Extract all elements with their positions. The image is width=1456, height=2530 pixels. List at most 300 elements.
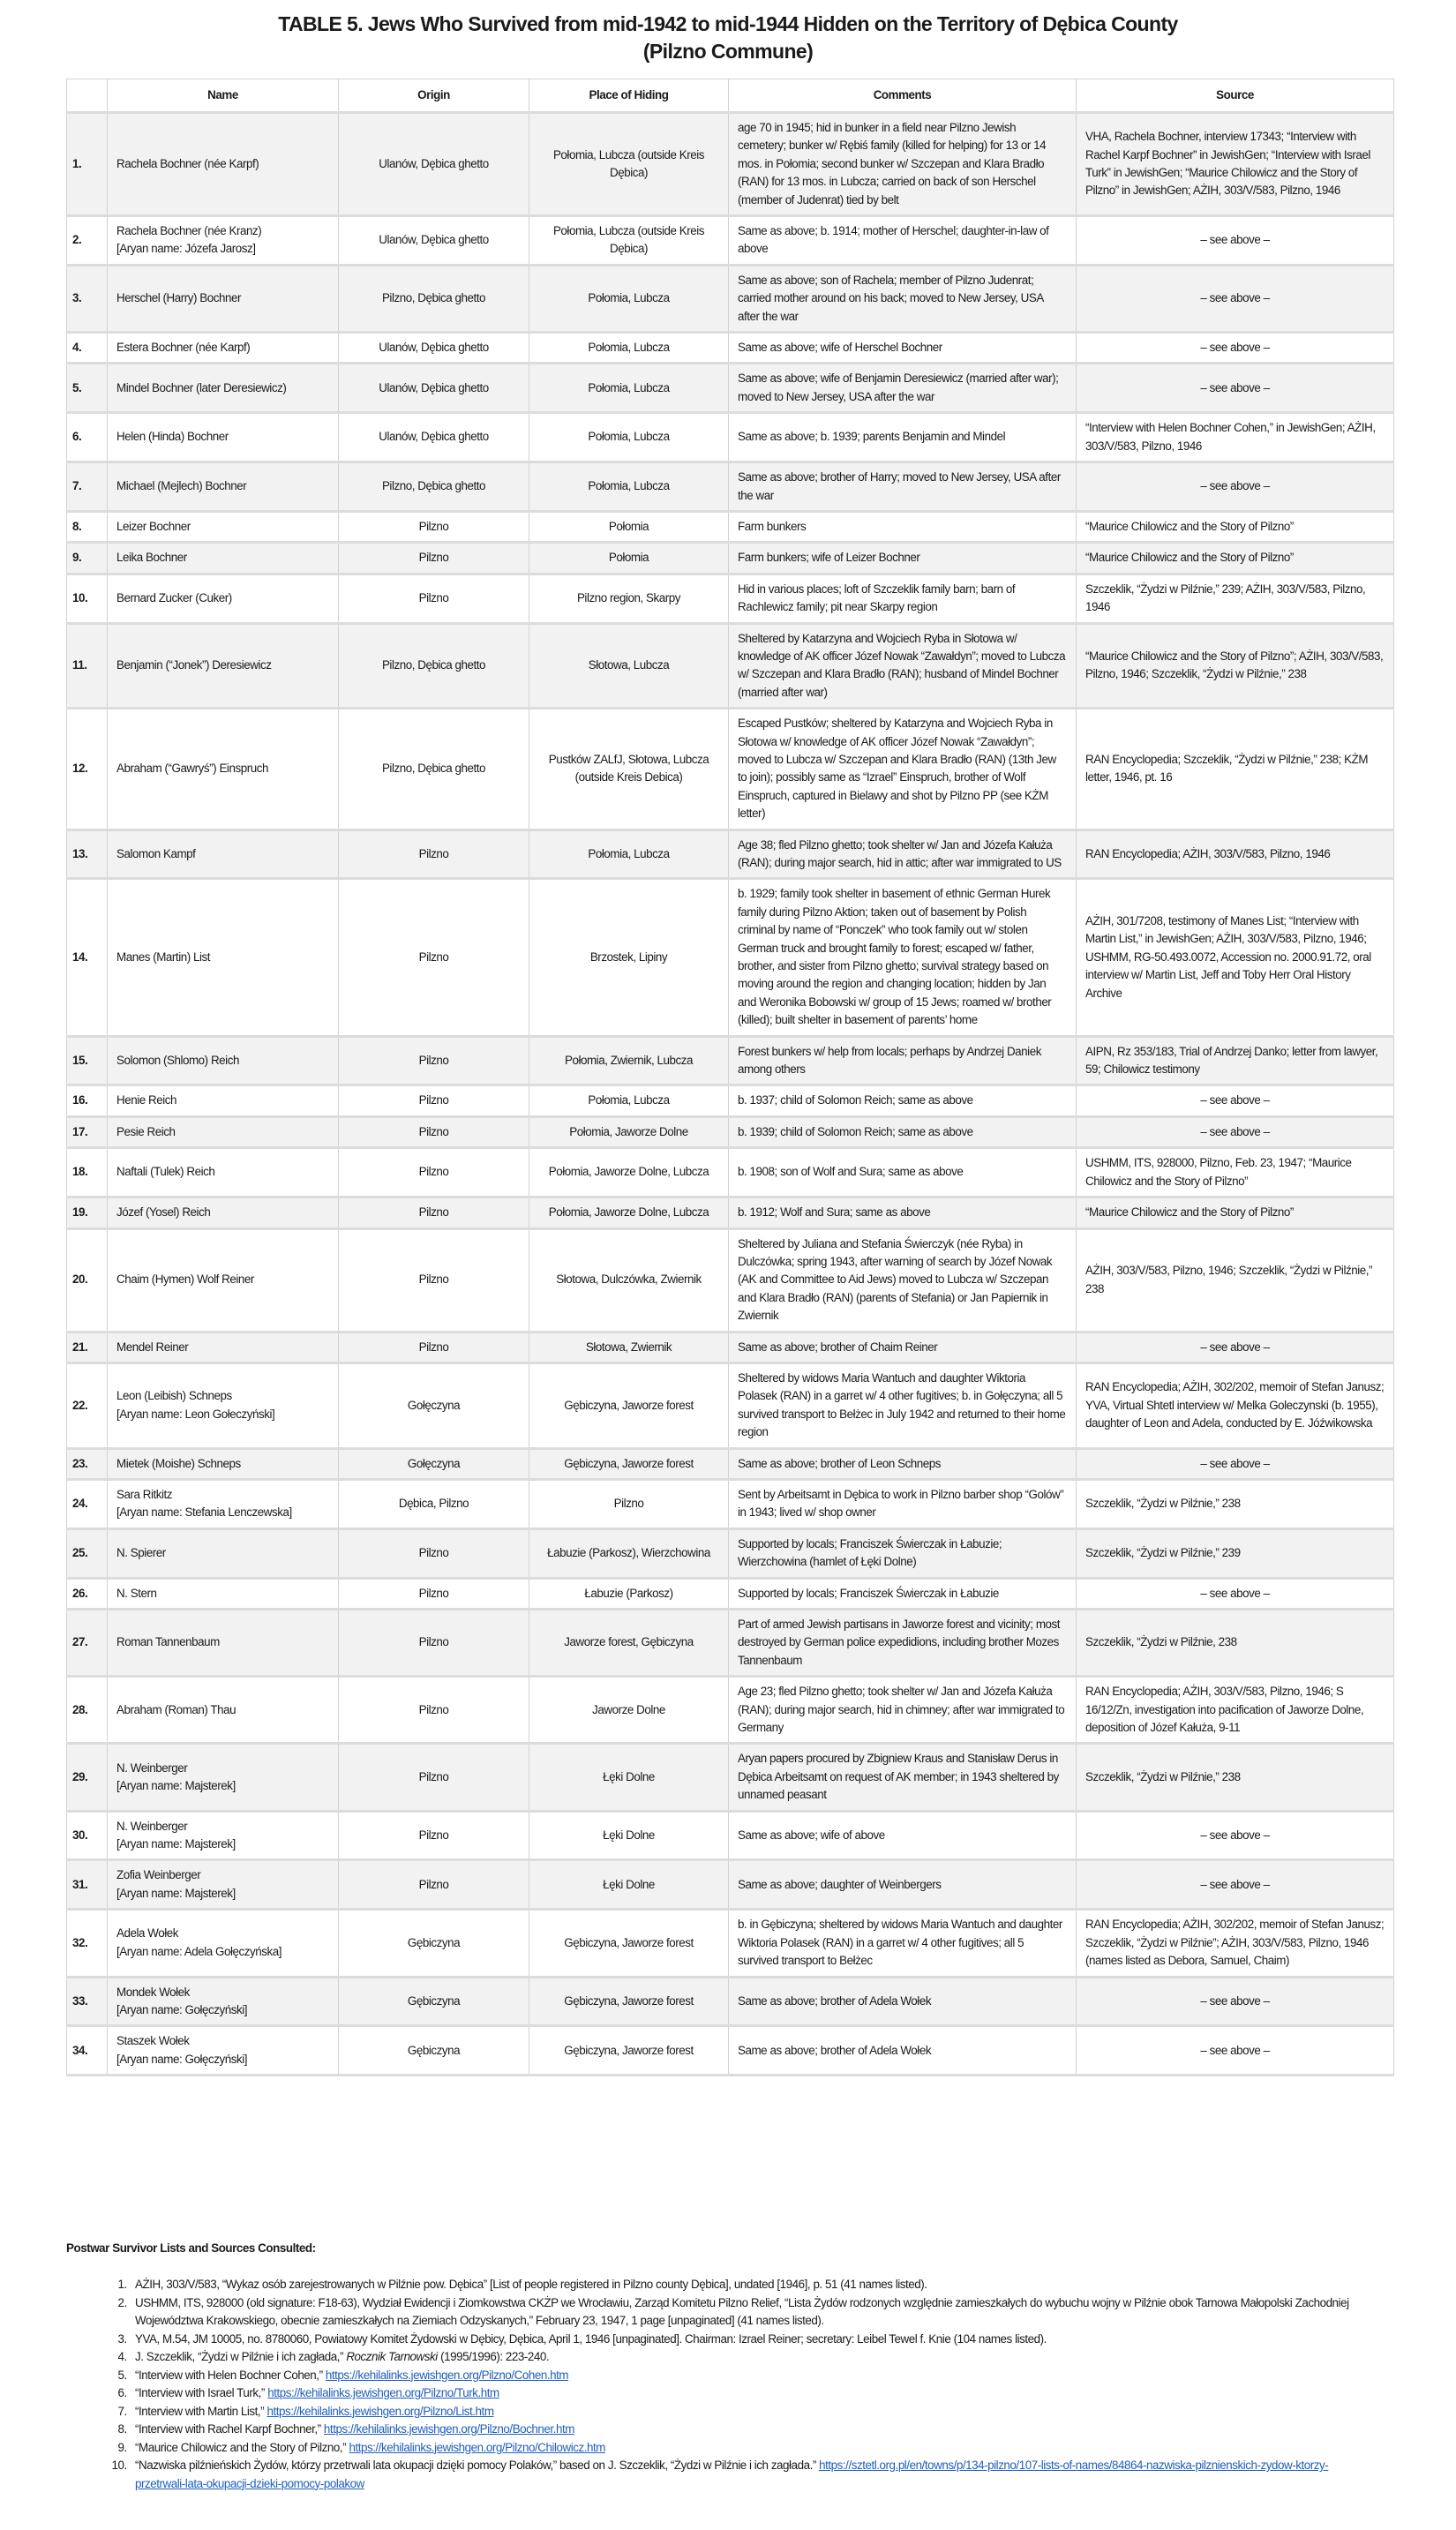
cell-origin: Pilzno xyxy=(339,1036,529,1085)
row-number: 29. xyxy=(67,1744,108,1811)
row-number: 7. xyxy=(67,462,108,512)
cell-comments: b. 1937; child of Solomon Reich; same as above xyxy=(729,1085,1077,1116)
source-journal-title: Rocznik Tarnowski xyxy=(346,2350,438,2363)
source-text: “Interview with Helen Bochner Cohen,” xyxy=(135,2368,326,2382)
cell-source: Szczeklik, “Żydzi w Pilźnie,” 238 xyxy=(1077,1479,1394,1528)
cell-source: RAN Encyclopedia; AŻIH, 302/202, memoir of Stefan Janusz; YVA, Virtual Shtetl interview w/ Melka Goleczynski (b. 1955), daughter of Leon and Adela, conducted by E. Jóźwikowska xyxy=(1077,1363,1394,1448)
header-source: Source xyxy=(1077,79,1394,113)
cell-name xyxy=(108,462,339,512)
source-text: USHMM, ITS, 928000 (old signature: F18-63), Wydział Ewidencji i Ziomkowstwa CKŻP we Wrocławiu, Zarząd Komitetu Pilzno Relief, “Lista Żydów rodzonych względnie zamieszkałych do wybuchu wojny w Pilźnie obok Tarnowa Małopolski Zachodniej Województwa Krakowskiego, obecnie zamieszkałych na Ziemiach Odzyskanych,” February 23, 1947, 1 page [unpaginated] (41 names listed). xyxy=(135,2295,1349,2327)
cell-origin: Pilzno xyxy=(339,1228,529,1332)
cell-name xyxy=(108,1977,339,2026)
row-number: 13. xyxy=(67,830,108,879)
cell-place-of-hiding: Jaworze forest, Gębiczyna xyxy=(529,1610,729,1677)
header-number xyxy=(67,79,108,113)
cell-comments: Same as above; wife of Herschel Bochner xyxy=(729,333,1077,364)
person-name: Mendel Reiner xyxy=(116,1340,189,1354)
person-name: Staszek Wołek xyxy=(116,2034,190,2048)
cell-place-of-hiding: Połomia, Zwiernik, Lubcza xyxy=(529,1036,729,1085)
person-name: Herschel (Harry) Bochner xyxy=(116,291,242,305)
row-number: 8. xyxy=(67,511,108,542)
cell-place-of-hiding: Połomia, Jaworze Dolne, Lubcza xyxy=(529,1197,729,1228)
source-item xyxy=(130,2403,1372,2421)
person-name: Sara Ritkitz xyxy=(116,1487,173,1501)
person-name: N. Spierer xyxy=(116,1545,166,1559)
person-name: Henie Reich xyxy=(116,1093,176,1107)
person-name: Abraham (Roman) Thau xyxy=(116,1702,236,1716)
table-row xyxy=(67,1677,1394,1744)
cell-name xyxy=(108,1811,339,1860)
source-text-after: (1995/1996): 223-240. xyxy=(437,2350,550,2363)
table-row xyxy=(67,1148,1394,1197)
sources-section xyxy=(66,2241,1372,2493)
cell-source: Szczeklik, “Żydzi w Pilźnie,” 238 xyxy=(1077,1744,1394,1811)
cell-source: “Maurice Chilowicz and the Story of Pilzno”; AŻIH, 303/V/583, Pilzno, 1946; Szczeklik, “Żydzi w Pilźnie,” 238 xyxy=(1077,623,1394,709)
cell-name xyxy=(108,265,339,332)
person-name: Solomon (Shlomo) Reich xyxy=(116,1053,239,1067)
table-row xyxy=(67,413,1394,462)
cell-comments: Age 38; fled Pilzno ghetto; took shelter w/ Jan and Józefa Kałuża (RAN); during major search, hid in attic; after war immigrated to US xyxy=(729,830,1077,879)
table-title xyxy=(0,11,1456,65)
table-row xyxy=(67,830,1394,879)
cell-comments: Sent by Arbeitsamt in Dębica to work in Pilzno barber shop “Golów” in 1943; lived w/ shop owner xyxy=(729,1479,1077,1528)
cell-name xyxy=(108,879,339,1036)
cell-origin: Gębiczyna xyxy=(339,2026,529,2076)
table-row xyxy=(67,1228,1394,1332)
table-row xyxy=(67,1363,1394,1448)
cell-comments: Same as above; daughter of Weinbergers xyxy=(729,1860,1077,1910)
source-link[interactable]: https://kehilalinks.jewishgen.org/Pilzno/Bochner.htm xyxy=(323,2422,574,2436)
cell-source: “Maurice Chilowicz and the Story of Pilzno” xyxy=(1077,1197,1394,1228)
source-item xyxy=(130,2421,1372,2439)
person-name: Abraham (“Gawryś”) Einspruch xyxy=(116,762,268,776)
person-name: Mindel Bochner (later Deresiewicz) xyxy=(116,380,287,394)
aryan-name: [Aryan name: Józefa Jarosz] xyxy=(116,242,256,256)
person-name: Helen (Hinda) Bochner xyxy=(116,430,229,444)
source-text: “Interview with Martin List,” xyxy=(135,2404,267,2418)
cell-source: Szczeklik, “Żydzi w Pilźnie, 238 xyxy=(1077,1610,1394,1677)
cell-comments: Farm bunkers; wife of Leizer Bochner xyxy=(729,543,1077,574)
cell-comments: Same as above; b. 1939; parents Benjamin and Mindel xyxy=(729,413,1077,462)
cell-source: – see above – xyxy=(1077,333,1394,364)
source-text: “Nazwiska pilźnieńskich Żydów, którzy przetrwali lata okupacji dzięki pomocy Polaków,” based on J. Szczeklik, “Żydzi w Pilźnie i ich zagłada.” xyxy=(135,2459,820,2472)
person-name: N. Stern xyxy=(116,1586,157,1600)
aryan-name: [Aryan name: Stefania Lenczewska] xyxy=(116,1505,292,1520)
person-name: Józef (Yosel) Reich xyxy=(116,1205,211,1220)
row-number: 19. xyxy=(67,1197,108,1228)
table-row xyxy=(67,265,1394,332)
cell-origin: Pilzno, Dębica ghetto xyxy=(339,709,529,830)
cell-origin: Pilzno xyxy=(339,1578,529,1609)
cell-comments: Escaped Pustków; sheltered by Katarzyna and Wojciech Ryba in Słotowa w/ knowledge of AK officer Józef Nowak “Zawałdyn”; moved to Lubcza w/ Szczepan and Klara Bradło (RAN) (13th Jew to join); possibly same as “Izrael” Einspruch, brother of Wolf Einspruch, captured in Bielawy and shot by Pilzno PP (see KŻM letter) xyxy=(729,709,1077,830)
cell-place-of-hiding: Gębiczyna, Jaworze forest xyxy=(529,2026,729,2076)
aryan-name: [Aryan name: Adela Gołęczyńska] xyxy=(116,1944,282,1958)
cell-source: Szczeklik, “Żydzi w Pilźnie,” 239 xyxy=(1077,1528,1394,1578)
cell-source: – see above – xyxy=(1077,1332,1394,1363)
cell-place-of-hiding: Połomia, Jaworze Dolne xyxy=(529,1116,729,1147)
table-row xyxy=(67,1744,1394,1811)
table-row xyxy=(67,709,1394,830)
cell-place-of-hiding: Słotowa, Zwiernik xyxy=(529,1332,729,1363)
cell-comments: Sheltered by widows Maria Wantuch and daughter Wiktoria Polasek (RAN) in a garret w/ 4 other fugitives; b. in Gołęczyna; all 5 survived transport to Bełżec in July 1942 and returned to their home region xyxy=(729,1363,1077,1448)
source-item xyxy=(130,2384,1372,2403)
table-row xyxy=(67,623,1394,709)
source-text: AŻIH, 303/V/583, “Wykaz osób zarejestrowanych w Pilźnie pow. Dębica” [List of people registered in Pilzno county Dębica], undated [1946], p. 51 (41 names listed). xyxy=(135,2278,927,2291)
cell-origin: Gołęczyna xyxy=(339,1363,529,1448)
row-number: 14. xyxy=(67,879,108,1036)
cell-source: USHMM, ITS, 928000, Pilzno, Feb. 23, 1947; “Maurice Chilowicz and the Story of Pilzno” xyxy=(1077,1148,1394,1197)
person-name: Roman Tannenbaum xyxy=(116,1635,220,1649)
row-number: 27. xyxy=(67,1610,108,1677)
cell-origin: Pilzno xyxy=(339,511,529,542)
aryan-name: [Aryan name: Gołęczyński] xyxy=(116,2002,248,2016)
cell-comments: Same as above; wife of Benjamin Deresiewicz (married after war); moved to New Jersey, USA after the war xyxy=(729,364,1077,413)
source-text: YVA, M.54, JM 10005, no. 8780060, Powiatowy Komitet Żydowski w Dębicy, Dębica, April 1, 1946 [unpaginated]. Chairman: Izrael Reiner; secretary: Leibel Tewel f. Knie (104 names listed). xyxy=(135,2331,1047,2346)
cell-origin: Gołęczyna xyxy=(339,1448,529,1479)
cell-comments: b. 1939; child of Solomon Reich; same as above xyxy=(729,1116,1077,1147)
source-link[interactable]: https://kehilalinks.jewishgen.org/Pilzno/Turk.htm xyxy=(267,2386,499,2399)
cell-origin: Pilzno xyxy=(339,1811,529,1860)
person-name: Mietek (Moishe) Schneps xyxy=(116,1456,241,1470)
source-text: “Interview with Rachel Karpf Bochner,” xyxy=(135,2422,324,2436)
cell-name xyxy=(108,1910,339,1977)
cell-source: – see above – xyxy=(1077,1085,1394,1116)
table-row xyxy=(67,511,1394,542)
cell-source: – see above – xyxy=(1077,1448,1394,1479)
cell-place-of-hiding: Pustków ZALfJ, Słotowa, Lubcza (outside Kreis Debica) xyxy=(529,709,729,830)
cell-source: “Maurice Chilowicz and the Story of Pilzno” xyxy=(1077,543,1394,574)
cell-place-of-hiding: Brzostek, Lipiny xyxy=(529,879,729,1036)
cell-place-of-hiding: Połomia, Lubcza xyxy=(529,364,729,413)
cell-comments: Sheltered by Katarzyna and Wojciech Ryba in Słotowa w/ knowledge of AK officer Józef Nowak “Zawałdyn”; moved to Lubcza w/ Szczepan and Klara Bradło (RAN); husband of Mindel Bochner (married after war) xyxy=(729,623,1077,709)
header-place-of-hiding: Place of Hiding xyxy=(529,79,729,113)
row-number: 17. xyxy=(67,1116,108,1147)
header-comments: Comments xyxy=(729,79,1077,113)
row-number: 5. xyxy=(67,364,108,413)
cell-comments: Forest bunkers w/ help from locals; perhaps by Andrzej Daniek among others xyxy=(729,1036,1077,1085)
cell-comments: Supported by locals; Franciszek Świerczak in Łabuzie; Wierzchowina (hamlet of Łęki Dolne) xyxy=(729,1528,1077,1578)
cell-source: – see above – xyxy=(1077,2026,1394,2076)
row-number: 24. xyxy=(67,1479,108,1528)
cell-origin: Pilzno, Dębica ghetto xyxy=(339,265,529,332)
source-text: “Interview with Israel Turk,” xyxy=(135,2386,268,2399)
source-link[interactable]: https://kehilalinks.jewishgen.org/Pilzno/Cohen.htm xyxy=(325,2368,569,2382)
person-name: Zofia Weinberger xyxy=(116,1868,201,1882)
cell-source: VHA, Rachela Bochner, interview 17343; “Interview with Rachel Karpf Bochner” in JewishGen; “Interview with Israel Turk” in JewishGen; “Maurice Chilowicz and the Story of Pilzno” in JewishGen; AŻIH, 303/V/583, Pilzno, 1946 xyxy=(1077,113,1394,216)
person-name: Rachela Bochner (née Kranz) xyxy=(116,224,262,238)
cell-origin: Ulanów, Dębica ghetto xyxy=(339,113,529,216)
cell-name xyxy=(108,709,339,830)
cell-origin: Pilzno xyxy=(339,543,529,574)
table-body xyxy=(67,113,1394,2076)
person-name: Leon (Leibish) Schneps xyxy=(116,1389,232,1403)
cell-source: – see above – xyxy=(1077,462,1394,512)
row-number: 15. xyxy=(67,1036,108,1085)
cell-name xyxy=(108,216,339,266)
cell-source: RAN Encyclopedia; AŻIH, 302/202, memoir of Stefan Janusz; Szczeklik, “Żydzi w Pilźnie”; AŻIH, 303/V/583, Pilzno, 1946 (names listed as Debora, Samuel, Chaim) xyxy=(1077,1910,1394,1977)
cell-place-of-hiding: Połomia, Lubcza (outside Kreis Dębica) xyxy=(529,113,729,216)
cell-place-of-hiding: Łęki Dolne xyxy=(529,1860,729,1910)
row-number: 16. xyxy=(67,1085,108,1116)
person-name: Leika Bochner xyxy=(116,551,187,565)
person-name: Michael (Mejlech) Bochner xyxy=(116,479,247,493)
cell-comments: Same as above; son of Rachela; member of Pilzno Judenrat; carried mother around on his back; moved to New Jersey, USA after the war xyxy=(729,265,1077,332)
cell-origin: Gębiczyna xyxy=(339,1910,529,1977)
cell-name xyxy=(108,1148,339,1197)
source-item xyxy=(130,2439,1372,2458)
cell-comments: Hid in various places; loft of Szczeklik family barn; barn of Rachlewicz family; pit near Skarpy region xyxy=(729,574,1077,623)
cell-name xyxy=(108,1677,339,1744)
sources-heading: Postwar Survivor Lists and Sources Consulted: xyxy=(66,2241,316,2255)
cell-name xyxy=(108,511,339,542)
cell-name xyxy=(108,1860,339,1910)
cell-place-of-hiding: Połomia, Lubcza xyxy=(529,830,729,879)
title-line-1: TABLE 5. Jews Who Survived from mid-1942 to mid-1944 Hidden on the Territory of Dębica County xyxy=(278,12,1178,35)
cell-place-of-hiding: Połomia, Lubcza (outside Kreis Dębica) xyxy=(529,216,729,266)
cell-source: RAN Encyclopedia; AŻIH, 303/V/583, Pilzno, 1946; S 16/12/Zn, investigation into pacification of Jaworze Dolne, deposition of Józef Kałuża, 9-11 xyxy=(1077,1677,1394,1744)
row-number: 20. xyxy=(67,1228,108,1332)
cell-origin: Pilzno xyxy=(339,574,529,623)
cell-place-of-hiding: Łabuzie (Parkosz) xyxy=(529,1578,729,1609)
person-name: Salomon Kampf xyxy=(116,846,196,860)
row-number: 22. xyxy=(67,1363,108,1448)
cell-place-of-hiding: Gębiczyna, Jaworze forest xyxy=(529,1910,729,1977)
cell-name xyxy=(108,1085,339,1116)
cell-place-of-hiding: Połomia, Lubcza xyxy=(529,413,729,462)
aryan-name: [Aryan name: Leon Gołeczyński] xyxy=(116,1407,275,1421)
person-name: Chaim (Hymen) Wolf Reiner xyxy=(116,1273,254,1287)
row-number: 11. xyxy=(67,623,108,709)
cell-place-of-hiding: Łęki Dolne xyxy=(529,1811,729,1860)
person-name: Leizer Bochner xyxy=(116,519,191,533)
person-name: Mondek Wołek xyxy=(116,1985,190,1999)
cell-source: – see above – xyxy=(1077,1116,1394,1147)
cell-comments: Aryan papers procured by Zbigniew Kraus and Stanisław Derus in Dębica Arbeitsamt on request of AK member; in 1943 sheltered by unnamed peasant xyxy=(729,1744,1077,1811)
cell-comments: Same as above; wife of above xyxy=(729,1811,1077,1860)
row-number: 26. xyxy=(67,1578,108,1609)
cell-origin: Pilzno, Dębica ghetto xyxy=(339,623,529,709)
cell-place-of-hiding: Pilzno xyxy=(529,1479,729,1528)
row-number: 30. xyxy=(67,1811,108,1860)
cell-comments: Age 23; fled Pilzno ghetto; took shelter w/ Jan and Józefa Kałuża (RAN); during major search, hid in chimney; after war immigrated to Germany xyxy=(729,1677,1077,1744)
person-name: Adela Wołek xyxy=(116,1926,178,1941)
cell-comments: b. in Gębiczyna; sheltered by widows Maria Wantuch and daughter Wiktoria Polasek (RAN) in a garret w/ 4 other fugitives; all 5 survived transport to Bełżec xyxy=(729,1910,1077,1977)
title-line-2: (Pilzno Commune) xyxy=(642,40,814,63)
cell-source: RAN Encyclopedia; Szczeklik, “Żydzi w Pilźnie,” 238; KŻM letter, 1946, pt. 16 xyxy=(1077,709,1394,830)
cell-comments: Part of armed Jewish partisans in Jaworze forest and vicinity; most destroyed by German police expedidions, including brother Mozes Tannenbaum xyxy=(729,1610,1077,1677)
aryan-name: [Aryan name: Majsterek] xyxy=(116,1886,236,1900)
person-name: N. Weinberger xyxy=(116,1760,188,1775)
cell-place-of-hiding: Łęki Dolne xyxy=(529,1744,729,1811)
row-number: 1. xyxy=(67,113,108,216)
cell-place-of-hiding: Połomia xyxy=(529,511,729,542)
cell-source: – see above – xyxy=(1077,1977,1394,2026)
cell-source: – see above – xyxy=(1077,216,1394,266)
cell-place-of-hiding: Łabuzie (Parkosz), Wierzchowina xyxy=(529,1528,729,1578)
person-name: Benjamin (“Jonek”) Deresiewicz xyxy=(116,658,272,672)
person-name: Bernard Zucker (Cuker) xyxy=(116,590,232,604)
table-row xyxy=(67,1860,1394,1910)
cell-name xyxy=(108,1479,339,1528)
cell-origin: Ulanów, Dębica ghetto xyxy=(339,333,529,364)
cell-source: – see above – xyxy=(1077,1578,1394,1609)
table-row xyxy=(67,364,1394,413)
row-number: 21. xyxy=(67,1332,108,1363)
source-item xyxy=(130,2294,1372,2331)
table-row xyxy=(67,1116,1394,1147)
table-row xyxy=(67,1610,1394,1677)
row-number: 6. xyxy=(67,413,108,462)
row-number: 25. xyxy=(67,1528,108,1578)
table-header-row xyxy=(67,79,1394,113)
cell-name xyxy=(108,1610,339,1677)
cell-source: Szczeklik, “Żydzi w Pilźnie,” 239; AŻIH, 303/V/583, Pilzno, 1946 xyxy=(1077,574,1394,623)
table-row xyxy=(67,543,1394,574)
cell-name xyxy=(108,364,339,413)
row-number: 4. xyxy=(67,333,108,364)
source-item xyxy=(130,2457,1372,2493)
cell-comments: Same as above; brother of Leon Schneps xyxy=(729,1448,1077,1479)
cell-comments: b. 1908; son of Wolf and Sura; same as above xyxy=(729,1148,1077,1197)
cell-comments: age 70 in 1945; hid in bunker in a field near Pilzno Jewish cemetery; bunker w/ Rębiś family (killed for helping) for 13 or 14 mos. in Połomia; second bunker w/ Szczepan and Klara Bradło (RAN) for 13 mos. in Lubcza; carried on back of son Herschel (member of Judenrat) tied by belt xyxy=(729,113,1077,216)
row-number: 12. xyxy=(67,709,108,830)
source-item xyxy=(130,2348,1372,2367)
table-row xyxy=(67,462,1394,512)
person-name: Naftali (Tulek) Reich xyxy=(116,1165,215,1179)
cell-source: RAN Encyclopedia; AŻIH, 303/V/583, Pilzno, 1946 xyxy=(1077,830,1394,879)
cell-origin: Pilzno xyxy=(339,1148,529,1197)
cell-place-of-hiding: Połomia, Jaworze Dolne, Lubcza xyxy=(529,1148,729,1197)
person-name: Rachela Bochner (née Karpf) xyxy=(116,156,259,170)
cell-source: AŻIH, 301/7208, testimony of Manes List; “Interview with Martin List,” in JewishGen; AŻIH, 303/V/583, Pilzno, 1946; USHMM, RG-50.493.0072, Accession no. 2000.91.72, oral interview w/ Martin List, Jeff and Toby Herr Oral History Archive xyxy=(1077,879,1394,1036)
aryan-name: [Aryan name: Majsterek] xyxy=(116,1779,236,1793)
header-origin: Origin xyxy=(339,79,529,113)
table-row xyxy=(67,1578,1394,1609)
cell-source: “Maurice Chilowicz and the Story of Pilzno” xyxy=(1077,511,1394,542)
table-row xyxy=(67,1085,1394,1116)
cell-place-of-hiding: Gębiczyna, Jaworze forest xyxy=(529,1448,729,1479)
cell-place-of-hiding: Gębiczyna, Jaworze forest xyxy=(529,1977,729,2026)
cell-place-of-hiding: Połomia, Lubcza xyxy=(529,1085,729,1116)
cell-source: “Interview with Helen Bochner Cohen,” in JewishGen; AŻIH, 303/V/583, Pilzno, 1946 xyxy=(1077,413,1394,462)
cell-place-of-hiding: Połomia, Lubcza xyxy=(529,462,729,512)
table-row xyxy=(67,1479,1394,1528)
cell-name xyxy=(108,333,339,364)
cell-origin: Pilzno xyxy=(339,1197,529,1228)
cell-name xyxy=(108,1036,339,1085)
cell-source: – see above – xyxy=(1077,1860,1394,1910)
row-number: 34. xyxy=(67,2026,108,2076)
table-row xyxy=(67,1910,1394,1977)
cell-name xyxy=(108,2026,339,2076)
survivors-table xyxy=(66,79,1394,2076)
cell-origin: Ulanów, Dębica ghetto xyxy=(339,364,529,413)
cell-place-of-hiding: Połomia, Lubcza xyxy=(529,333,729,364)
survivors-table-container xyxy=(66,79,1393,2076)
table-row xyxy=(67,1197,1394,1228)
cell-name xyxy=(108,1116,339,1147)
source-link[interactable]: https://kehilalinks.jewishgen.org/Pilzno/Chilowicz.htm xyxy=(349,2440,605,2454)
cell-source: – see above – xyxy=(1077,1811,1394,1860)
cell-name xyxy=(108,1197,339,1228)
cell-origin: Pilzno, Dębica ghetto xyxy=(339,462,529,512)
cell-origin: Pilzno xyxy=(339,1677,529,1744)
row-number: 18. xyxy=(67,1148,108,1197)
cell-name xyxy=(108,830,339,879)
source-text: “Maurice Chilowicz and the Story of Pilzno,” xyxy=(135,2440,349,2454)
person-name: Manes (Martin) List xyxy=(116,950,211,964)
row-number: 23. xyxy=(67,1448,108,1479)
cell-place-of-hiding: Słotowa, Lubcza xyxy=(529,623,729,709)
cell-origin: Ulanów, Dębica ghetto xyxy=(339,216,529,266)
cell-source: AIPN, Rz 353/183, Trial of Andrzej Danko; letter from lawyer, 59; Chilowicz testimony xyxy=(1077,1036,1394,1085)
row-number: 2. xyxy=(67,216,108,266)
cell-place-of-hiding: Gębiczyna, Jaworze forest xyxy=(529,1363,729,1448)
cell-origin: Pilzno xyxy=(339,879,529,1036)
cell-origin: Pilzno xyxy=(339,1085,529,1116)
table-row xyxy=(67,2026,1394,2076)
cell-origin: Ulanów, Dębica ghetto xyxy=(339,413,529,462)
row-number: 32. xyxy=(67,1910,108,1977)
cell-name xyxy=(108,1448,339,1479)
cell-comments: Farm bunkers xyxy=(729,511,1077,542)
table-row xyxy=(67,1811,1394,1860)
cell-name xyxy=(108,413,339,462)
table-row xyxy=(67,1528,1394,1578)
cell-origin: Gębiczyna xyxy=(339,1977,529,2026)
row-number: 28. xyxy=(67,1677,108,1744)
cell-origin: Pilzno xyxy=(339,1116,529,1147)
source-item xyxy=(130,2331,1372,2349)
source-link[interactable]: https://kehilalinks.jewishgen.org/Pilzno/List.htm xyxy=(266,2404,494,2418)
cell-comments: Sheltered by Juliana and Stefania Świerczyk (née Ryba) in Dulczówka; spring 1943, after warning of search by Józef Nowak (AK and Committee to Aid Jews) moved to Lubcza w/ Szczepan and Klara Bradło (RAN) (parents of Stefania) or Jan Papiernik in Zwiernik xyxy=(729,1228,1077,1332)
cell-name xyxy=(108,1578,339,1609)
cell-source: AŻIH, 303/V/583, Pilzno, 1946; Szczeklik, “Żydzi w Pilźnie,” 238 xyxy=(1077,1228,1394,1332)
cell-comments: b. 1912; Wolf and Sura; same as above xyxy=(729,1197,1077,1228)
person-name: Estera Bochner (née Karpf) xyxy=(116,341,251,355)
cell-name xyxy=(108,543,339,574)
cell-origin: Pilzno xyxy=(339,1610,529,1677)
cell-origin: Pilzno xyxy=(339,1332,529,1363)
row-number: 33. xyxy=(67,1977,108,2026)
cell-place-of-hiding: Połomia, Lubcza xyxy=(529,265,729,332)
cell-origin: Dębica, Pilzno xyxy=(339,1479,529,1528)
cell-name xyxy=(108,1744,339,1811)
aryan-name: [Aryan name: Gołęczyński] xyxy=(116,2052,248,2066)
cell-name xyxy=(108,1528,339,1578)
cell-source: – see above – xyxy=(1077,364,1394,413)
cell-place-of-hiding: Słotowa, Dulczówka, Zwiernik xyxy=(529,1228,729,1332)
cell-origin: Pilzno xyxy=(339,1528,529,1578)
table-row xyxy=(67,574,1394,623)
cell-place-of-hiding: Pilzno region, Skarpy xyxy=(529,574,729,623)
cell-comments: Same as above; brother of Adela Wołek xyxy=(729,1977,1077,2026)
cell-place-of-hiding: Połomia xyxy=(529,543,729,574)
table-row xyxy=(67,1332,1394,1363)
cell-name xyxy=(108,1363,339,1448)
sources-list xyxy=(66,2276,1372,2493)
cell-origin: Pilzno xyxy=(339,830,529,879)
cell-comments: Same as above; brother of Harry; moved to New Jersey, USA after the war xyxy=(729,462,1077,512)
source-link[interactable]: https://sztetl.org.pl/en/towns/p/134-pilzno/107-lists-of-names/84864-nazwiska-pilznienskich-zydow-ktorzy-przetrwali-lata-okupacji-dzieki-pomocy-polakow xyxy=(135,2459,1329,2490)
cell-name xyxy=(108,574,339,623)
aryan-name: [Aryan name: Majsterek] xyxy=(116,1837,236,1851)
cell-comments: b. 1929; family took shelter in basement of ethnic German Hurek family during Pilzno Aktion; taken out of basement by Polish criminal by name of “Ponczek” who took family out w/ stolen German truck and brought family to forest; escaped w/ father, brother, and sister from Pilzno ghetto; survival strategy based on moving around the region and changing location; hidden by Jan and Weronika Bobowski w/ group of 15 Jews; roamed w/ brother (killed); built shelter in basement of parents’ home xyxy=(729,879,1077,1036)
table-row xyxy=(67,1448,1394,1479)
cell-origin: Pilzno xyxy=(339,1744,529,1811)
cell-comments: Same as above; brother of Chaim Reiner xyxy=(729,1332,1077,1363)
table-row xyxy=(67,216,1394,266)
